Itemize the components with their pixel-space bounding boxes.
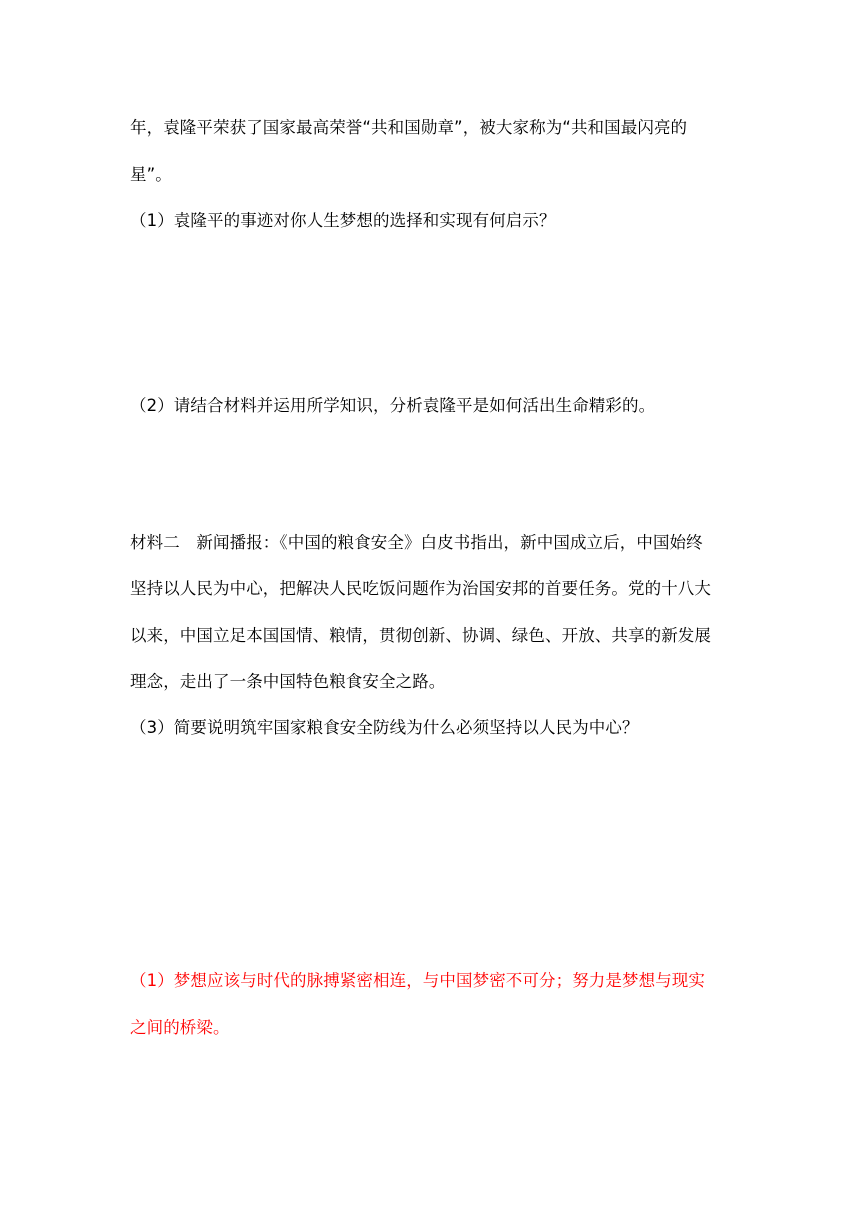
question1: （1）袁隆平的事迹对你人生梦想的选择和实现有何启示？	[130, 211, 556, 230]
paragraph1-line1: 年，袁隆平荣获了国家最高荣誉“共和国勋章”，被大家称为“共和国最闪亮的	[130, 118, 688, 137]
material2-line4: 理念，走出了一条中国特色粮食安全之路。	[130, 672, 446, 691]
question2: （2）请结合材料并运用所学知识，分析袁隆平是如何活出生命精彩的。	[130, 396, 656, 415]
paragraph1-line2: 星”。	[130, 165, 172, 184]
material2-line2: 坚持以人民为中心，把解决人民吃饭问题作为治国安邦的首要任务。党的十八大	[130, 579, 711, 598]
material2-line3: 以来，中国立足本国国情、粮情，贯彻创新、协调、绿色、开放、共享的新发展	[130, 626, 711, 645]
answer1-line2: 之间的桥梁。	[130, 1018, 230, 1037]
question3: （3）简要说明筑牢国家粮食安全防线为什么必须坚持以人民为中心？	[130, 718, 639, 737]
answer1-line1: （1）梦想应该与时代的脉搏紧密相连，与中国梦密不可分；努力是梦想与现实	[130, 971, 705, 990]
material2-line1: 材料二 新闻播报：《中国的粮食安全》白皮书指出，新中国成立后，中国始终	[130, 533, 703, 552]
